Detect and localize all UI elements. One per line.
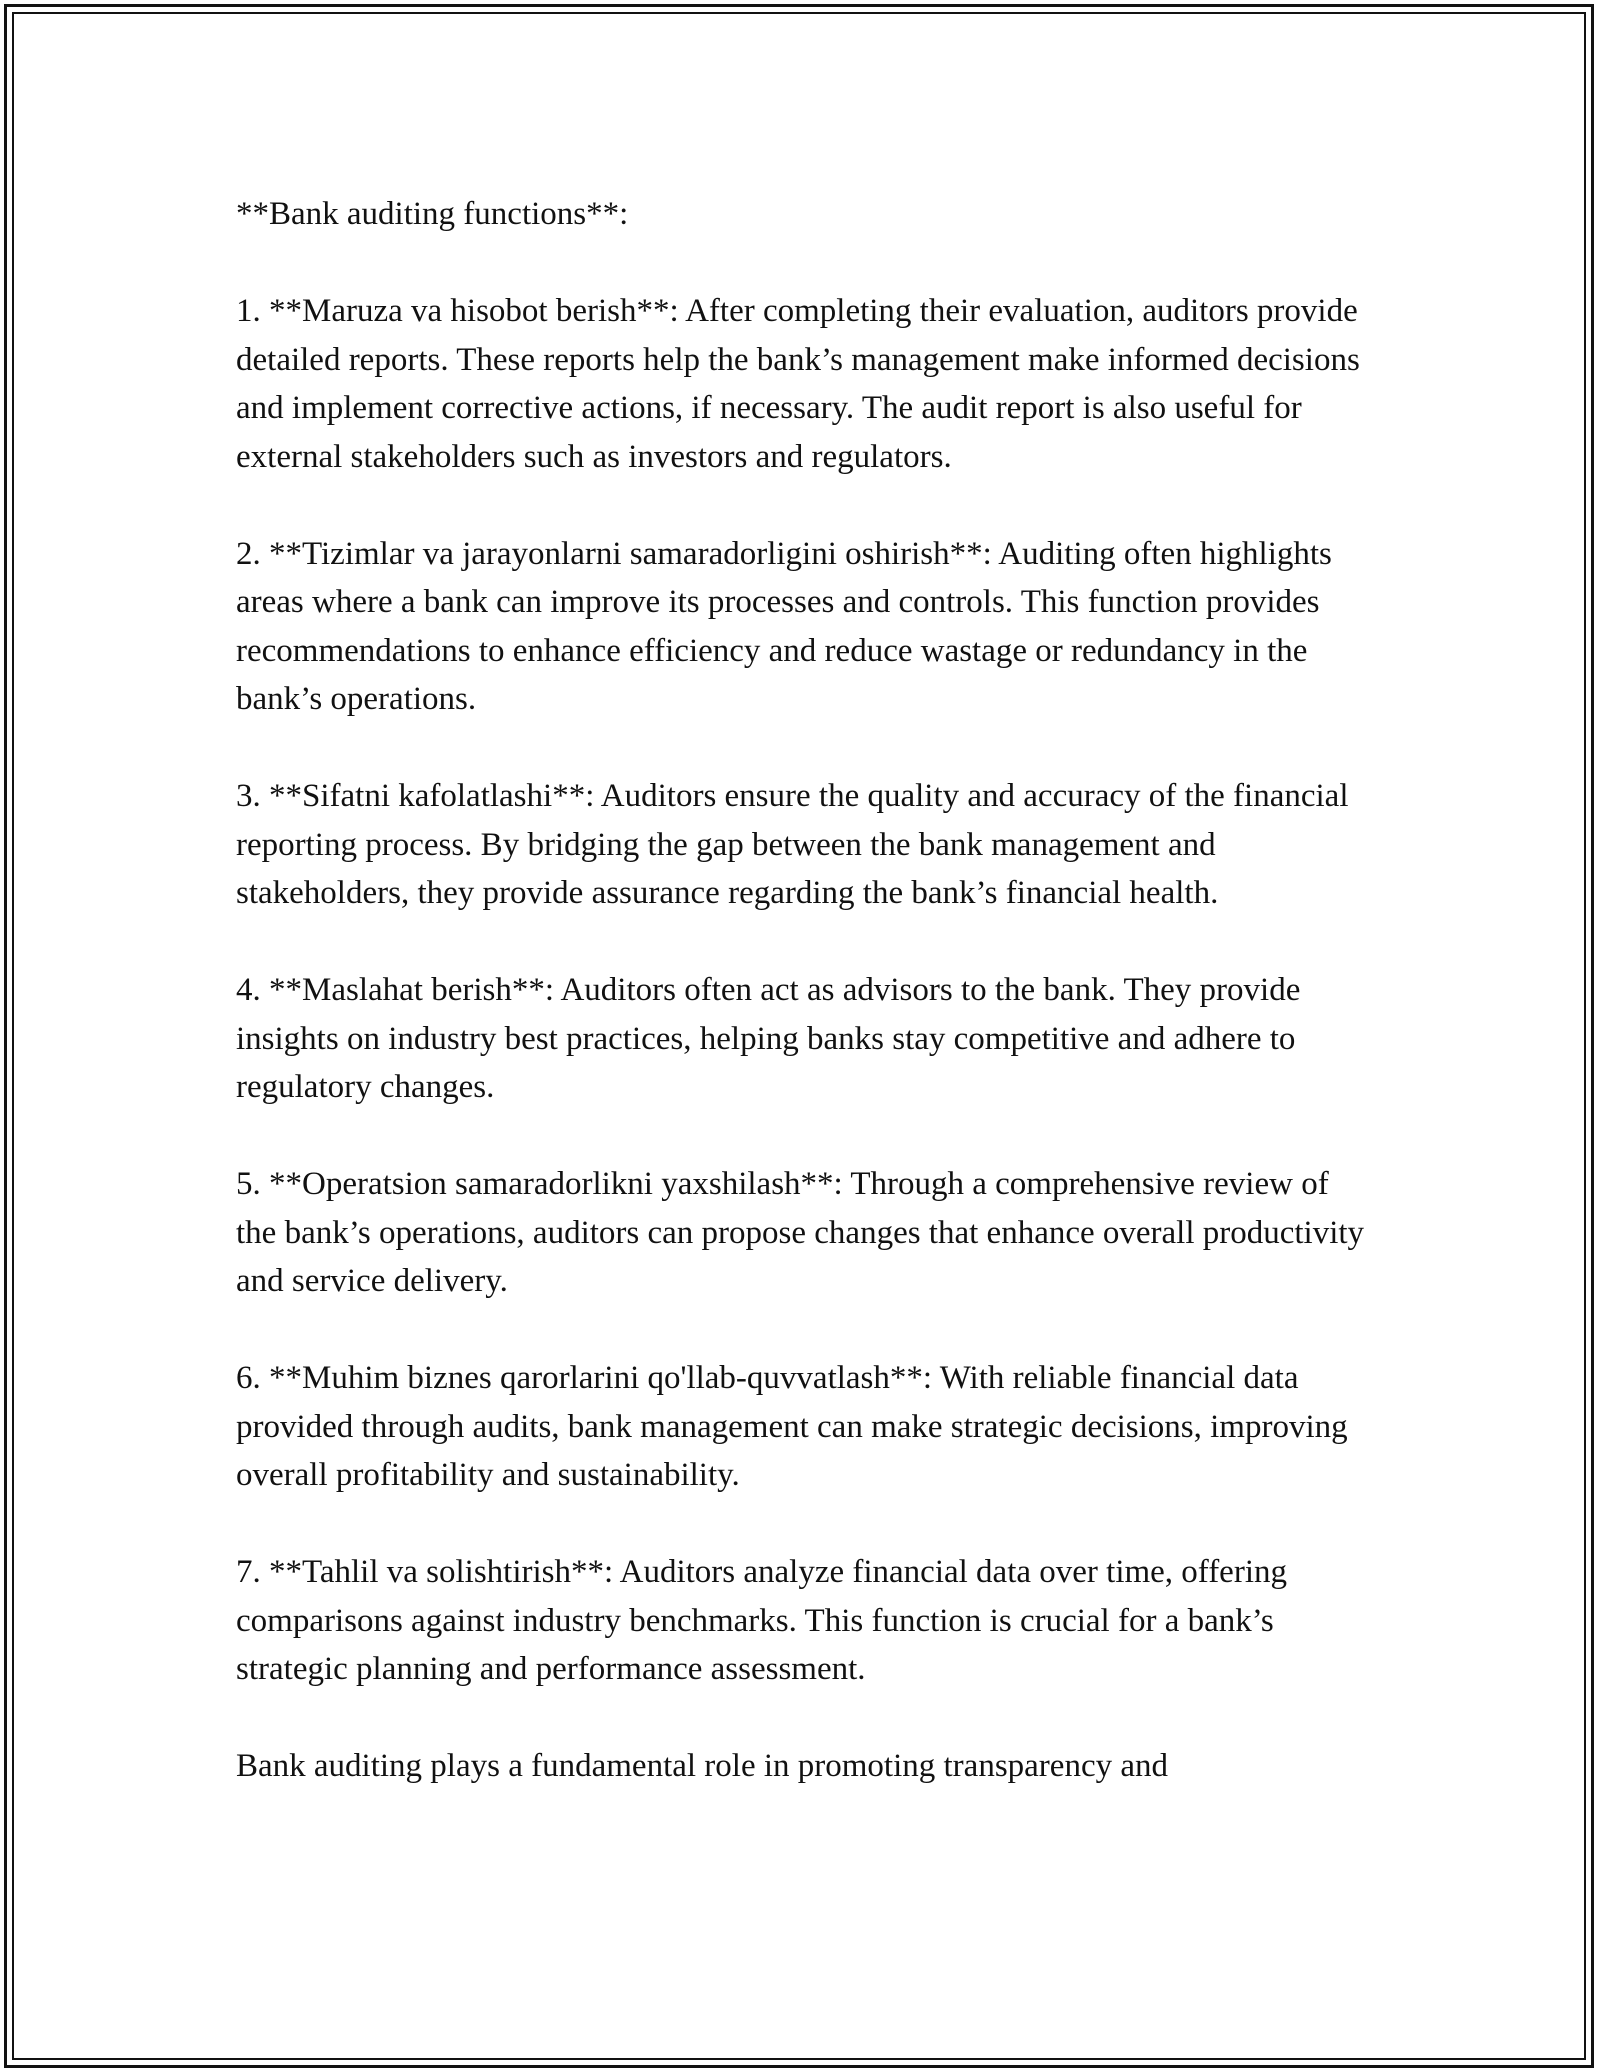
list-item: 1. **Maruza va hisobot berish**: After completing their evaluation, auditors provide detailed reports. These reports help the bank’s management make informed decisions and implement corrective actions, if necessary. The audit report is also useful for external stakeholders such as investors and regulators. [236, 293, 1360, 475]
list-item: 5. **Operatsion samaradorlikni yaxshilash**: Through a comprehensive review of the bank’s operations, auditors can propose changes that enhance overall productivity and service delivery. [236, 1166, 1365, 1299]
list-item: 3. **Sifatni kafolatlashi**: Auditors ensure the quality and accuracy of the financial reporting process. By bridging the gap between the bank management and stakeholders, they provide assurance regarding the bank’s financial health. [236, 778, 1349, 911]
document-body [236, 190, 1376, 1791]
list-item: 7. **Tahlil va solishtirish**: Auditors analyze financial data over time, offering comparisons against industry benchmarks. This function is crucial for a bank’s strategic planning and performance assessment. [236, 1554, 1287, 1687]
list-item: 4. **Maslahat berish**: Auditors often act as advisors to the bank. They provide insights on industry best practices, helping banks stay competitive and adhere to regulatory changes. [236, 972, 1301, 1105]
closing-paragraph: Bank auditing plays a fundamental role in promoting transparency and [236, 1748, 1168, 1784]
list-item: 2. **Tizimlar va jarayonlarni samaradorligini oshirish**: Auditing often highlights areas where a bank can improve its processes and controls. This function provides recommendations to enhance efficiency and reduce wastage or redundancy in the bank’s operations. [236, 535, 1332, 717]
list-item: 6. **Muhim biznes qarorlarini qo'llab-quvvatlash**: With reliable financial data provided through audits, bank management can make strategic decisions, improving overall profitability and sustainability. [236, 1360, 1348, 1493]
document-heading: **Bank auditing functions**: [236, 196, 629, 232]
